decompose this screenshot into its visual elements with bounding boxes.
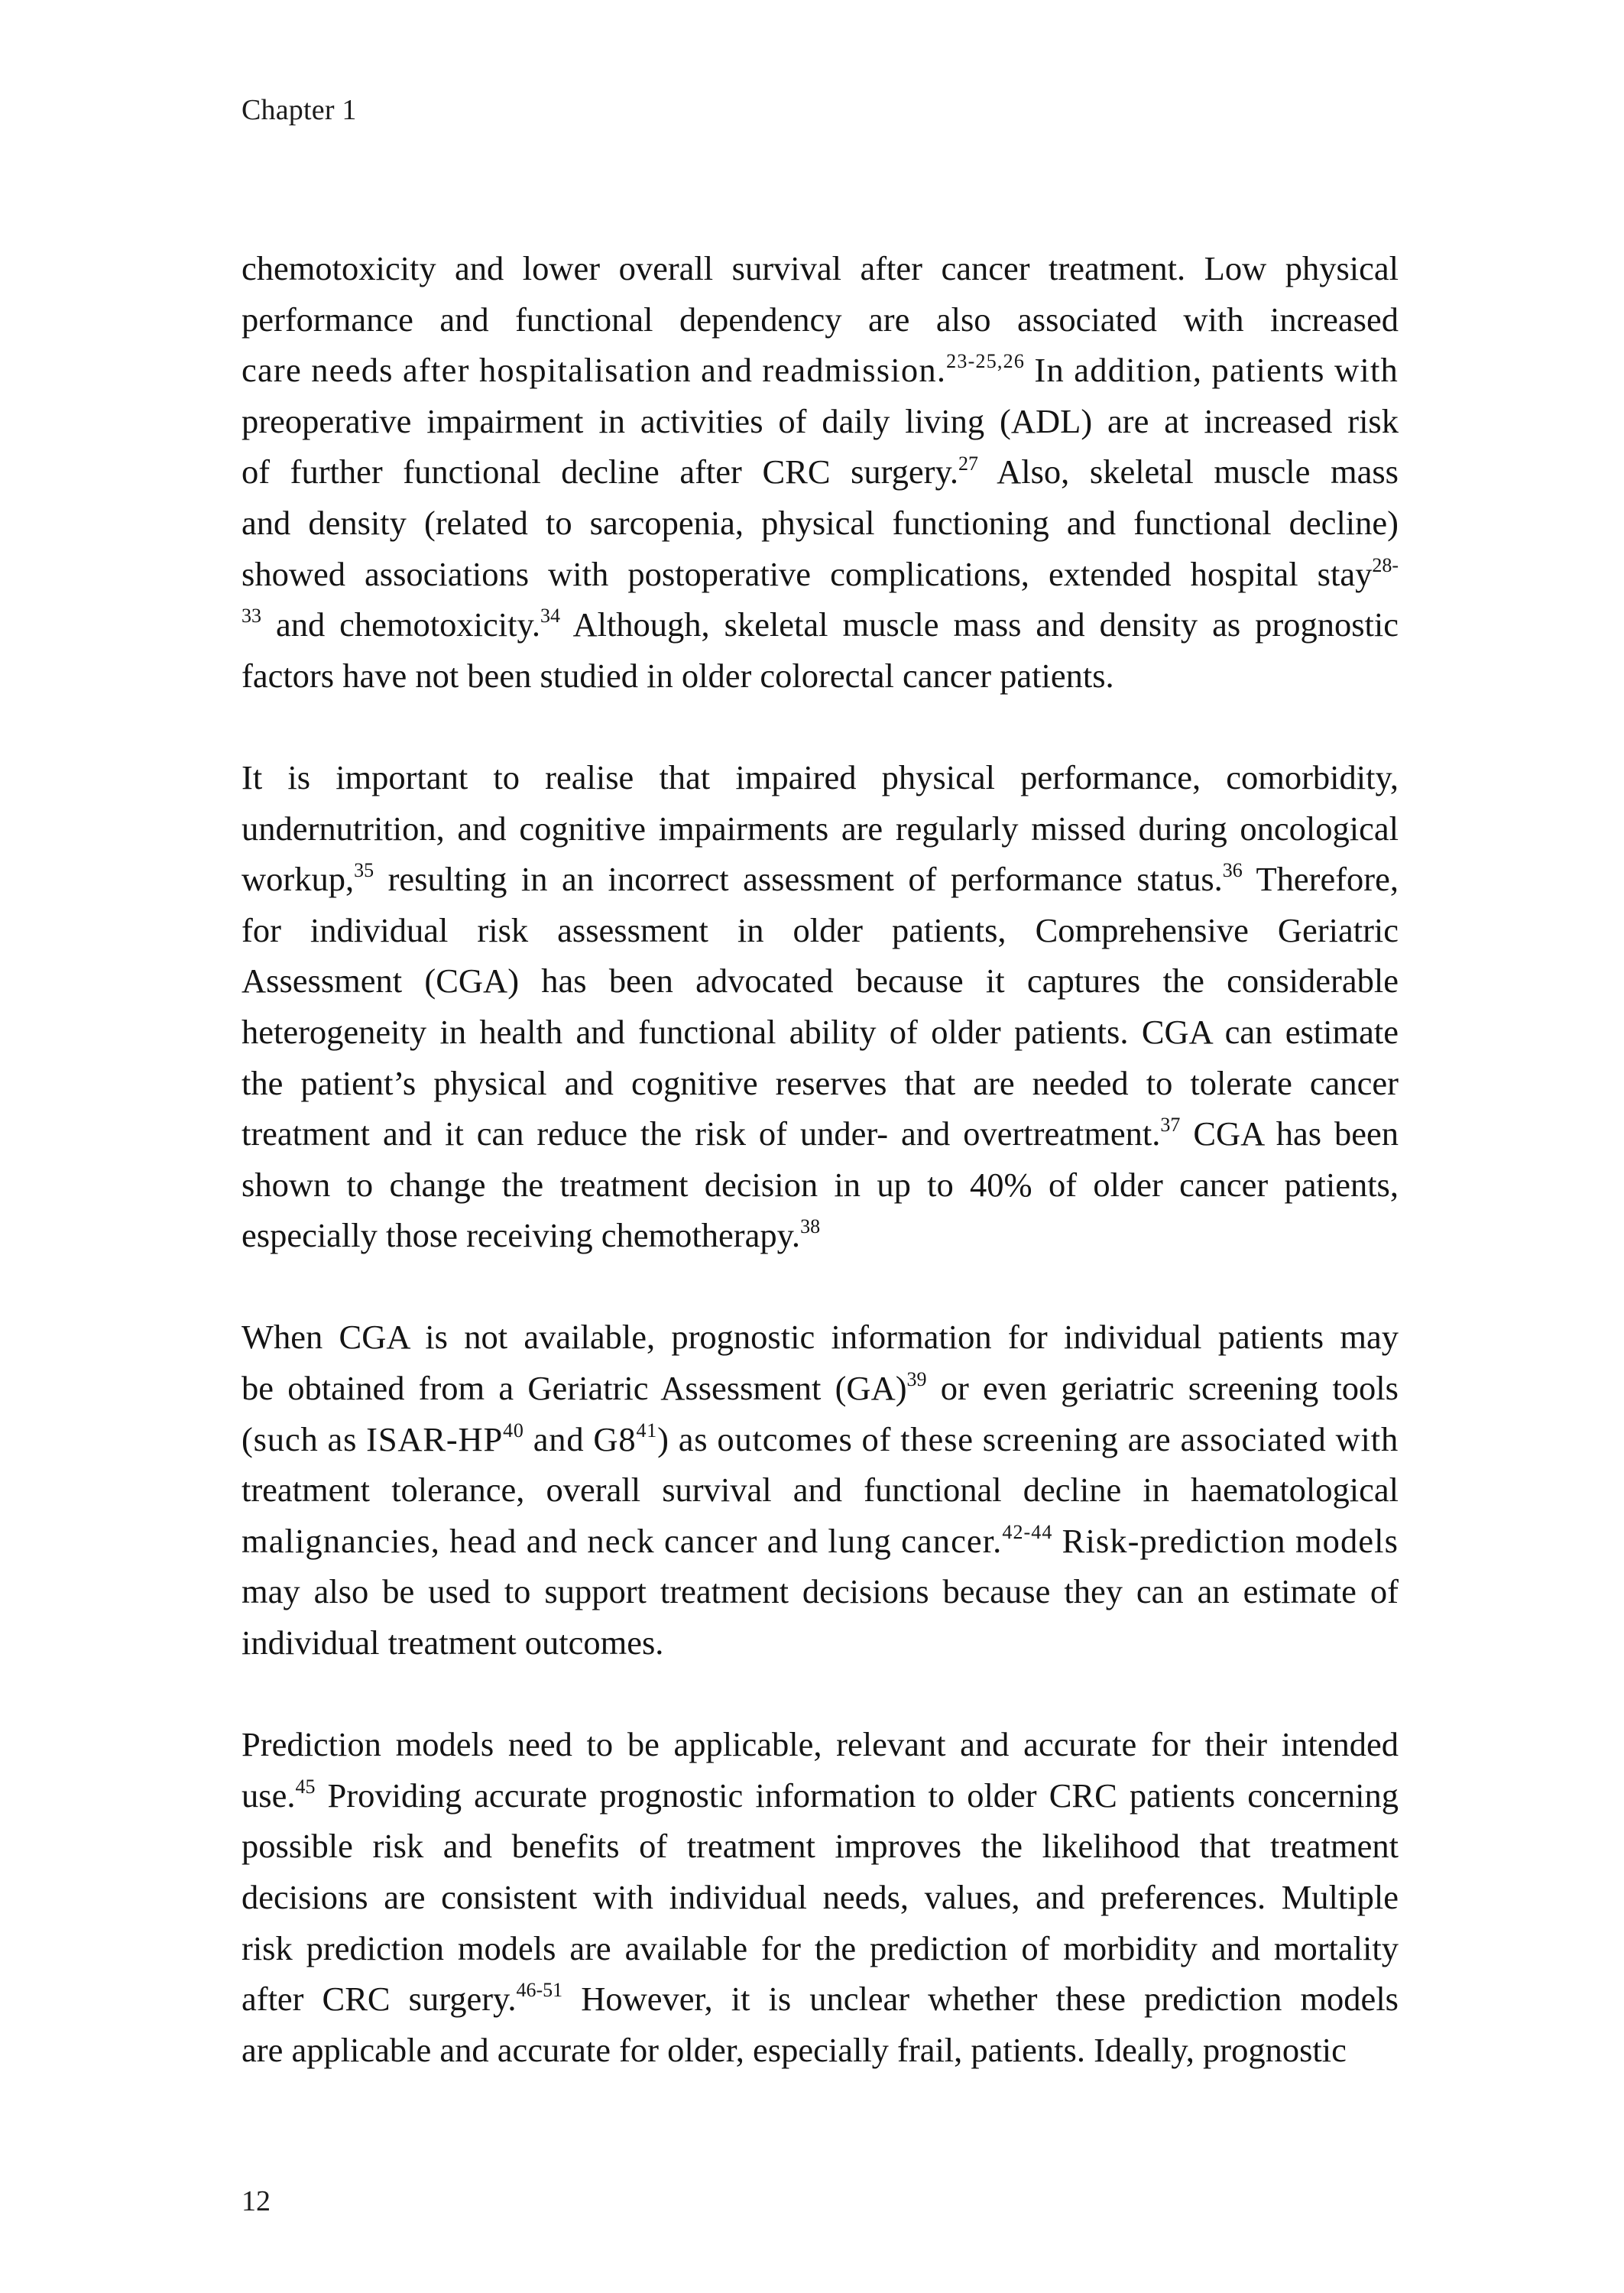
body-text bbox=[241, 243, 1399, 2126]
text-line bbox=[241, 1617, 1399, 1669]
text-line bbox=[241, 498, 1399, 549]
text-run: Prediction models need to be applicable, relevant and accurate for their intended bbox=[241, 1725, 1399, 1764]
text-line bbox=[241, 294, 1399, 345]
text-line bbox=[241, 2025, 1399, 2076]
text-run: Therefore, bbox=[1242, 860, 1399, 899]
text-run: for individual risk assessment in older patients, Comprehensive Geriatric bbox=[241, 910, 1399, 949]
text-run: However, it is unclear whether these prediction models bbox=[562, 1980, 1399, 2019]
text-line bbox=[241, 1210, 1399, 1261]
text-run: workup, bbox=[241, 860, 355, 899]
text-line bbox=[241, 752, 1399, 803]
text-run: the patient’s physical and cognitive reserves that are needed to tolerate cancer bbox=[241, 1063, 1399, 1102]
text-run: use. bbox=[241, 1776, 296, 1815]
text-run: individual treatment outcomes. bbox=[241, 1623, 664, 1662]
text-run: (such as ISAR-HP bbox=[241, 1419, 504, 1458]
citation-superscript: 39 bbox=[906, 1368, 927, 1391]
text-run: care needs after hospitalisation and readmission. bbox=[241, 351, 947, 390]
text-run: showed associations with postoperative complications, extended hospital stay bbox=[241, 554, 1373, 593]
text-run: In addition, patients with bbox=[1025, 351, 1399, 390]
citation-superscript: 33 bbox=[241, 605, 261, 628]
text-run: be obtained from a Geriatric Assessment (GA) bbox=[241, 1369, 907, 1408]
paragraph bbox=[241, 1312, 1399, 1668]
citation-superscript: 28- bbox=[1372, 553, 1399, 576]
text-run: heterogeneity in health and functional ability of older patients. CGA can estimate bbox=[241, 1012, 1399, 1051]
text-run: decisions are consistent with individual needs, values, and preferences. Multiple bbox=[241, 1878, 1399, 1916]
text-line bbox=[241, 1312, 1399, 1363]
text-line bbox=[241, 1108, 1399, 1159]
text-run: risk prediction models are available for the prediction of morbidity and mortality bbox=[241, 1928, 1399, 1967]
citation-superscript: 41 bbox=[636, 1419, 658, 1442]
text-run: or even geriatric screening tools bbox=[926, 1369, 1399, 1408]
page-number: 12 bbox=[241, 2185, 271, 2217]
text-line bbox=[241, 396, 1399, 447]
text-line bbox=[241, 955, 1399, 1007]
text-line bbox=[241, 446, 1399, 498]
text-line bbox=[241, 1058, 1399, 1109]
citation-superscript: 27 bbox=[958, 452, 978, 475]
text-run: factors have not been studied in older colorectal cancer patients. bbox=[241, 656, 1114, 695]
citation-superscript: 35 bbox=[354, 859, 374, 882]
citation-superscript: 37 bbox=[1160, 1114, 1181, 1137]
text-run: treatment and it can reduce the risk of under- and overtreatment. bbox=[241, 1114, 1161, 1153]
text-line bbox=[241, 345, 1399, 396]
text-run: and G8 bbox=[524, 1419, 637, 1458]
text-run: may also be used to support treatment decisions because they can an estimate of bbox=[241, 1572, 1399, 1611]
text-line bbox=[241, 1719, 1399, 1770]
citation-superscript: 36 bbox=[1222, 859, 1243, 882]
text-line bbox=[241, 650, 1399, 702]
text-line bbox=[241, 1007, 1399, 1058]
text-line bbox=[241, 1516, 1399, 1567]
text-line bbox=[241, 1414, 1399, 1465]
text-line bbox=[241, 1770, 1399, 1821]
text-run: When CGA is not available, prognostic information for individual patients may bbox=[241, 1318, 1399, 1357]
text-run: shown to change the treatment decision in up to 40% of older cancer patients, bbox=[241, 1165, 1399, 1204]
citation-superscript: 23-25,26 bbox=[946, 350, 1026, 373]
text-run: possible risk and benefits of treatment improves the likelihood that treatment bbox=[241, 1827, 1399, 1866]
text-line bbox=[241, 803, 1399, 855]
text-line bbox=[241, 1363, 1399, 1414]
citation-superscript: 40 bbox=[503, 1419, 524, 1442]
citation-superscript: 46-51 bbox=[516, 1979, 563, 2002]
text-run: resulting in an incorrect assessment of performance status. bbox=[374, 860, 1223, 899]
paragraph bbox=[241, 243, 1399, 701]
text-line bbox=[241, 1821, 1399, 1872]
text-run: Providing accurate prognostic information to older CRC patients concerning bbox=[315, 1776, 1399, 1815]
text-run: Also, skeletal muscle mass bbox=[977, 452, 1399, 491]
text-line bbox=[241, 1159, 1399, 1211]
text-run: after CRC surgery. bbox=[241, 1980, 517, 2019]
text-run: Assessment (CGA) has been advocated because it captures the considerable bbox=[241, 962, 1399, 1001]
text-run: ) as outcomes of these screening are associated with bbox=[657, 1419, 1399, 1458]
text-run: malignancies, head and neck cancer and lung cancer. bbox=[241, 1521, 1003, 1560]
text-line bbox=[241, 1923, 1399, 1974]
text-run: preoperative impairment in activities of daily living (ADL) are at increased risk bbox=[241, 401, 1399, 440]
text-run: are applicable and accurate for older, especially frail, patients. Ideally, prognostic bbox=[241, 2030, 1347, 2069]
paragraph bbox=[241, 752, 1399, 1261]
text-run: of further functional decline after CRC surgery. bbox=[241, 452, 958, 491]
text-run: undernutrition, and cognitive impairments are regularly missed during oncological bbox=[241, 809, 1399, 848]
text-line bbox=[241, 1464, 1399, 1516]
text-line bbox=[241, 599, 1399, 650]
text-run: chemotoxicity and lower overall survival after cancer treatment. Low physical bbox=[241, 249, 1399, 287]
paragraph bbox=[241, 1719, 1399, 2075]
citation-superscript: 42-44 bbox=[1002, 1521, 1053, 1544]
citation-superscript: 45 bbox=[295, 1775, 316, 1798]
citation-superscript: 38 bbox=[800, 1215, 821, 1238]
text-run: especially those receiving chemotherapy. bbox=[241, 1216, 801, 1255]
citation-superscript: 34 bbox=[540, 605, 560, 628]
text-line bbox=[241, 549, 1399, 600]
text-run: performance and functional dependency are also associated with increased bbox=[241, 300, 1399, 339]
text-line bbox=[241, 1872, 1399, 1923]
text-line bbox=[241, 1566, 1399, 1617]
text-run: treatment tolerance, overall survival and functional decline in haematological bbox=[241, 1471, 1399, 1510]
text-line bbox=[241, 854, 1399, 905]
text-run: Although, skeletal muscle mass and density as prognostic bbox=[559, 605, 1399, 644]
text-line bbox=[241, 1974, 1399, 2025]
text-run: CGA has been bbox=[1180, 1114, 1399, 1153]
text-run: Risk-prediction models bbox=[1052, 1521, 1399, 1560]
text-line bbox=[241, 243, 1399, 294]
text-run: and density (related to sarcopenia, physical functioning and functional decline) bbox=[241, 503, 1399, 542]
running-head: Chapter 1 bbox=[241, 94, 357, 126]
text-line bbox=[241, 905, 1399, 956]
text-run: and chemotoxicity. bbox=[261, 605, 540, 644]
text-run: It is important to realise that impaired physical performance, comorbidity, bbox=[241, 757, 1399, 796]
